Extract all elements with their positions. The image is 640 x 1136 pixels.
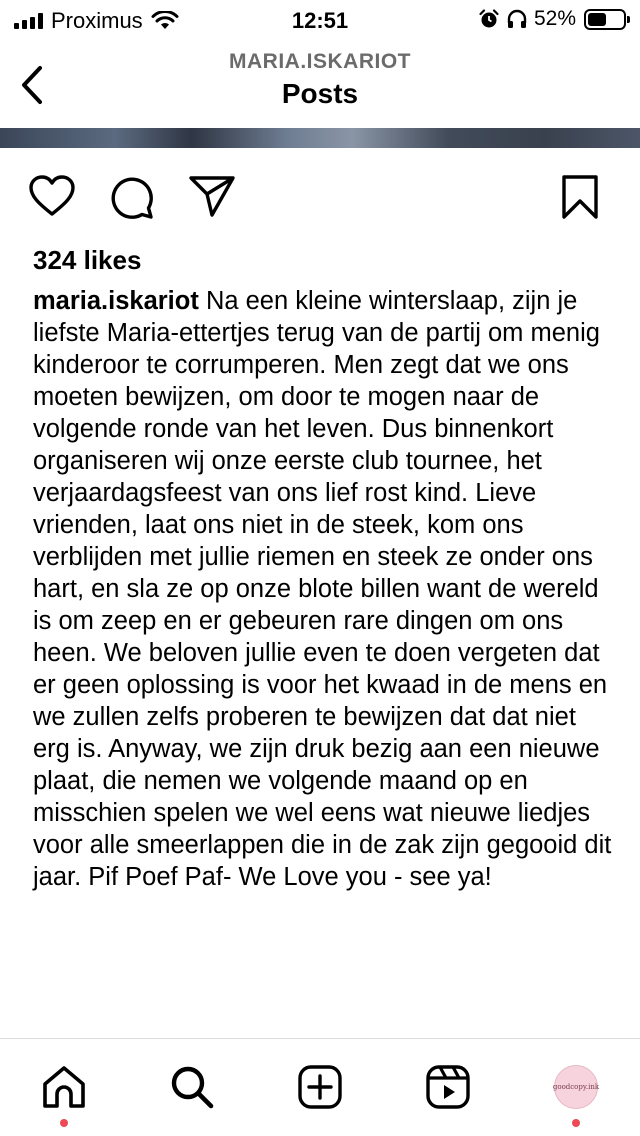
battery-percent: 52%	[533, 7, 576, 30]
alarm-icon	[478, 8, 500, 30]
save-button[interactable]	[560, 174, 600, 225]
new-post-icon	[297, 1064, 343, 1110]
search-icon	[169, 1064, 215, 1110]
home-icon	[41, 1064, 87, 1110]
post-caption	[33, 285, 613, 893]
like-button[interactable]	[28, 174, 76, 223]
bookmark-icon	[560, 174, 600, 220]
home-notification-dot	[60, 1119, 68, 1127]
carrier-name: Proximus	[51, 8, 143, 33]
tab-new-post[interactable]	[296, 1063, 344, 1111]
reels-icon	[425, 1064, 471, 1110]
tab-profile[interactable]	[552, 1063, 600, 1111]
header	[0, 44, 640, 128]
comment-button[interactable]	[108, 174, 156, 225]
post-action-bar	[0, 170, 640, 230]
avatar-text: goodcopy.ink	[552, 1083, 600, 1091]
tab-home[interactable]	[40, 1063, 88, 1111]
headphones-icon	[506, 8, 528, 30]
share-button[interactable]	[188, 174, 236, 223]
status-right	[478, 7, 626, 31]
comment-icon	[108, 174, 156, 220]
tab-search[interactable]	[168, 1063, 216, 1111]
post-image[interactable]	[0, 128, 640, 148]
likes-count[interactable]: 324 likes	[33, 245, 142, 275]
profile-notification-dot	[572, 1119, 580, 1127]
tab-reels[interactable]	[424, 1063, 472, 1111]
header-username: MARIA.ISKARIOT	[229, 50, 411, 73]
status-time: 12:51	[291, 8, 349, 33]
battery-fill	[588, 13, 606, 26]
send-icon	[188, 174, 236, 218]
page-title: Posts	[281, 78, 359, 109]
status-bar	[0, 0, 640, 44]
caption-text: Na een kleine winterslaap, zijn je liefste Maria-ettertjes terug van de partij om menig kinderoor te corrumperen. Men zegt dat we ons moeten bewijzen, om door te mogen naar de volgende ronde van het leven. Dus binnenkort organiseren wij onze eerste club tournee, het verjaardagsfeest van ons lief rost kind. Lieve vrienden, laat ons niet in de steek, kom ons verblijden met jullie riemen en steek ze onder ons hart, en sla ze op onze blote billen want de wereld is om zeep en er gebeuren rare dingen om ons heen. We beloven jullie even te doen vergeten dat er geen oplossing is voor het kwaad in de mens en we zullen zelfs proberen te bewijzen dat dat niet erg is. Anyway, we zijn druk bezig aan een nieuwe plaat, die nemen we volgende maand op en misschien spelen we wel eens wat nieuwe liedjes voor alle smeerlappen die in de zak zijn gegooid dit jaar. Pif Poef Paf- We Love you - see ya!	[33, 287, 612, 891]
caption-username[interactable]: maria.iskariot	[33, 287, 199, 315]
bottom-tab-bar	[0, 1038, 640, 1136]
battery-icon	[584, 9, 626, 30]
profile-avatar	[554, 1065, 598, 1109]
heart-icon	[28, 174, 76, 218]
